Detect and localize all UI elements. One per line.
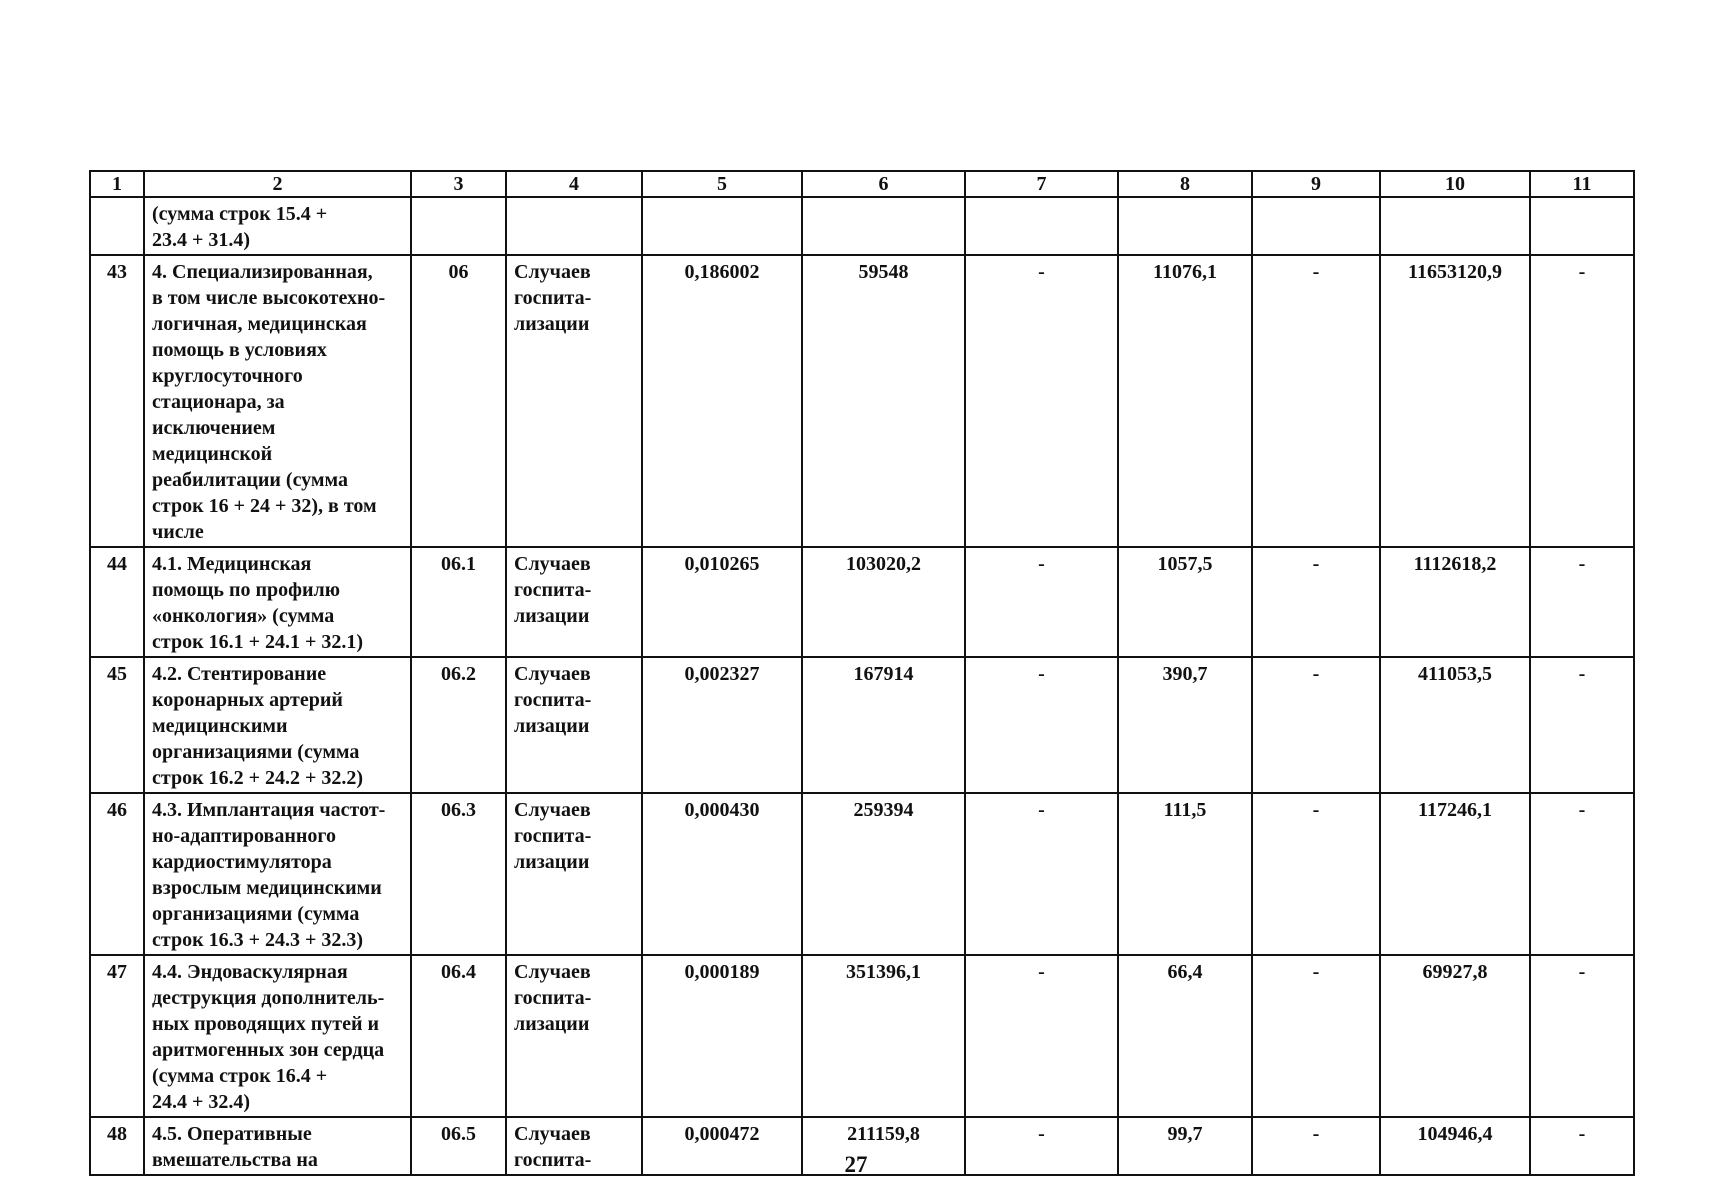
table-row: [90, 255, 1634, 547]
value-cell-col8: 1057,5: [1118, 547, 1252, 657]
value-cell-col9: -: [1252, 547, 1380, 657]
table-row: [90, 197, 1634, 255]
value-cell-col6: [802, 197, 965, 255]
table-row: [90, 657, 1634, 793]
value-cell-col6: 211159,8: [802, 1117, 965, 1175]
value-cell-col5: 0,002327: [642, 657, 802, 793]
row-number-cell: 47: [90, 955, 144, 1117]
value-cell-col8: 11076,1: [1118, 255, 1252, 547]
value-cell-col8: [1118, 197, 1252, 255]
column-number: 4: [506, 171, 642, 197]
value-cell-col11: -: [1530, 657, 1634, 793]
indicator-name-cell: 4.4. Эндоваскулярная деструкция дополнитель- ных проводящих путей и аритмогенных зон сердца (сумма строк 16.4 + 24.4 + 32.4): [144, 955, 411, 1117]
row-number-cell: [90, 197, 144, 255]
column-number: 3: [411, 171, 506, 197]
value-cell-col6: 103020,2: [802, 547, 965, 657]
value-cell-col10: [1380, 197, 1530, 255]
value-cell-col5: 0,000189: [642, 955, 802, 1117]
column-number: 1: [90, 171, 144, 197]
table-row: [90, 793, 1634, 955]
table-row: [90, 955, 1634, 1117]
value-cell-col5: 0,186002: [642, 255, 802, 547]
column-number: 8: [1118, 171, 1252, 197]
value-cell-col7: -: [965, 255, 1118, 547]
value-cell-col8: 66,4: [1118, 955, 1252, 1117]
row-code-cell: [411, 197, 506, 255]
value-cell-col10: 11653120,9: [1380, 255, 1530, 547]
indicator-name-cell: 4.5. Оперативные вмешательства на: [144, 1117, 411, 1175]
unit-cell: Случаев госпита- лизации: [506, 793, 642, 955]
value-cell-col9: -: [1252, 657, 1380, 793]
value-cell-col8: 390,7: [1118, 657, 1252, 793]
table-row: [90, 547, 1634, 657]
unit-cell: Случаев госпита-: [506, 1117, 642, 1175]
unit-cell: Случаев госпита- лизации: [506, 255, 642, 547]
value-cell-col7: -: [965, 793, 1118, 955]
value-cell-col11: -: [1530, 1117, 1634, 1175]
column-number: 2: [144, 171, 411, 197]
value-cell-col7: -: [965, 1117, 1118, 1175]
unit-cell: Случаев госпита- лизации: [506, 657, 642, 793]
value-cell-col6: 259394: [802, 793, 965, 955]
value-cell-col11: -: [1530, 547, 1634, 657]
row-number-cell: 48: [90, 1117, 144, 1175]
column-number: 9: [1252, 171, 1380, 197]
indicator-name-cell: 4.3. Имплантация частот- но-адаптированного кардиостимулятора взрослым медицинскими организациями (сумма строк 16.3 + 24.3 + 32.3): [144, 793, 411, 955]
page-number: 27: [844, 1152, 868, 1177]
value-cell-col9: -: [1252, 955, 1380, 1117]
row-number-cell: 46: [90, 793, 144, 955]
value-cell-col10: 1112618,2: [1380, 547, 1530, 657]
value-cell-col5: 0,000472: [642, 1117, 802, 1175]
indicator-name-cell: 4.1. Медицинская помощь по профилю «онкология» (сумма строк 16.1 + 24.1 + 32.1): [144, 547, 411, 657]
row-code-cell: 06.3: [411, 793, 506, 955]
row-code-cell: 06.4: [411, 955, 506, 1117]
value-cell-col10: 411053,5: [1380, 657, 1530, 793]
value-cell-col8: 111,5: [1118, 793, 1252, 955]
value-cell-col6: 351396,1: [802, 955, 965, 1117]
indicator-name-cell: (сумма строк 15.4 + 23.4 + 31.4): [144, 197, 411, 255]
value-cell-col10: 117246,1: [1380, 793, 1530, 955]
indicator-name-cell: 4. Специализированная, в том числе высокотехно- логичная, медицинская помощь в условиях круглосуточного стационара, за исключением медицинской реабилитации (сумма строк 16 + 24 + 32), в том числе: [144, 255, 411, 547]
value-cell-col10: 69927,8: [1380, 955, 1530, 1117]
value-cell-col9: -: [1252, 793, 1380, 955]
value-cell-col11: -: [1530, 255, 1634, 547]
value-cell-col8: 99,7: [1118, 1117, 1252, 1175]
unit-cell: Случаев госпита- лизации: [506, 955, 642, 1117]
value-cell-col7: -: [965, 955, 1118, 1117]
column-number: 11: [1530, 171, 1634, 197]
column-number-row: [90, 171, 1634, 197]
row-number-cell: 44: [90, 547, 144, 657]
row-code-cell: 06.5: [411, 1117, 506, 1175]
value-cell-col11: -: [1530, 955, 1634, 1117]
unit-cell: Случаев госпита- лизации: [506, 547, 642, 657]
column-number: 6: [802, 171, 965, 197]
column-number: 10: [1380, 171, 1530, 197]
value-cell-col7: -: [965, 547, 1118, 657]
unit-cell: [506, 197, 642, 255]
value-cell-col11: [1530, 197, 1634, 255]
column-number: 7: [965, 171, 1118, 197]
value-cell-col11: -: [1530, 793, 1634, 955]
row-code-cell: 06: [411, 255, 506, 547]
row-code-cell: 06.2: [411, 657, 506, 793]
column-number: 5: [642, 171, 802, 197]
value-cell-col9: [1252, 197, 1380, 255]
value-cell-col7: -: [965, 657, 1118, 793]
value-cell-col9: -: [1252, 255, 1380, 547]
value-cell-col10: 104946,4: [1380, 1117, 1530, 1175]
value-cell-col7: [965, 197, 1118, 255]
value-cell-col6: 59548: [802, 255, 965, 547]
indicator-name-cell: 4.2. Стентирование коронарных артерий медицинскими организациями (сумма строк 16.2 + 24.2 + 32.2): [144, 657, 411, 793]
data-table: [89, 170, 1635, 1176]
row-number-cell: 45: [90, 657, 144, 793]
table-body: [90, 197, 1634, 1175]
value-cell-col5: [642, 197, 802, 255]
value-cell-col6: 167914: [802, 657, 965, 793]
row-code-cell: 06.1: [411, 547, 506, 657]
value-cell-col5: 0,010265: [642, 547, 802, 657]
value-cell-col5: 0,000430: [642, 793, 802, 955]
value-cell-col9: -: [1252, 1117, 1380, 1175]
row-number-cell: 43: [90, 255, 144, 547]
